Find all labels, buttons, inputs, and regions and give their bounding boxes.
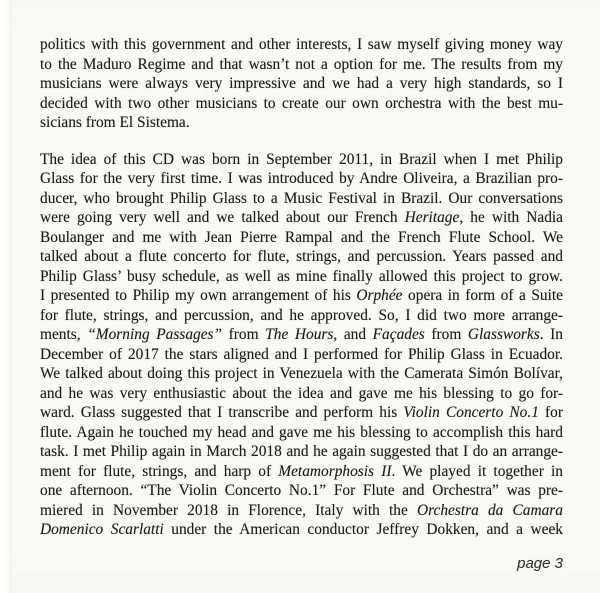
text-line bbox=[40, 228, 563, 248]
text-segment: were going very well and we talked about our French bbox=[40, 209, 405, 226]
text-segment: from bbox=[222, 326, 266, 343]
italic-text-segment: Façades bbox=[372, 326, 425, 343]
text-line bbox=[40, 169, 563, 189]
text-segment: for bbox=[538, 404, 563, 421]
text-segment: politics with this government and other interests, I saw myself giving money way bbox=[40, 36, 563, 53]
text-segment: under the American conductor Jeffrey Dokken, and a week bbox=[163, 521, 563, 538]
paragraph-el-sistema bbox=[40, 35, 563, 133]
text-segment: for flute, strings, and percussion, and he approved. So, I did two more arrange- bbox=[40, 306, 563, 324]
text-line bbox=[40, 345, 563, 365]
text-segment: sicians from El Sistema. bbox=[40, 114, 190, 131]
text-segment: . We played it together in bbox=[391, 462, 563, 480]
text-line bbox=[40, 306, 563, 326]
text-segment: from bbox=[424, 326, 468, 343]
italic-text-segment: Glassworks bbox=[467, 326, 540, 343]
text-segment: flute. Again he touched my head and gave me his blessing to accomplish this hard bbox=[40, 423, 563, 441]
text-segment: decided with two other musicians to create our own orchestra with the best mu- bbox=[40, 94, 563, 112]
text-line bbox=[40, 462, 563, 482]
text-segment: ments, bbox=[40, 326, 88, 343]
page-left-edge bbox=[0, 0, 11, 593]
text-line bbox=[40, 325, 563, 345]
text-segment: ward. Glass suggested that I transcribe and perform his bbox=[40, 404, 404, 421]
italic-text-segment: Metamorphosis II bbox=[278, 462, 392, 480]
text-segment: one afternoon. “The Violin Concerto No.1” For Flute and Orchestra” was pre- bbox=[40, 482, 563, 499]
text-segment: and he was very enthusiastic about the idea and gave me his blessing to go for- bbox=[40, 384, 563, 402]
text-line bbox=[40, 150, 563, 170]
text-segment: , and bbox=[333, 326, 373, 343]
italic-text-segment: Domenico Scarlatti bbox=[40, 521, 164, 538]
text-segment: . In bbox=[539, 326, 563, 343]
page-edge-line bbox=[10, 0, 11, 593]
text-line bbox=[40, 423, 563, 443]
text-segment: opera in form of a Suite bbox=[402, 287, 563, 304]
text-line bbox=[40, 384, 563, 404]
italic-text-segment: The Hours bbox=[265, 326, 334, 343]
text-segment: musicians were always very impressive and we had a very high standards, so I bbox=[40, 75, 563, 92]
text-segment: I presented to Philip my own arrangement of his bbox=[40, 287, 357, 304]
text-line bbox=[40, 35, 563, 55]
text-segment: The idea of this CD was born in September 2011, in Brazil when I met Philip bbox=[40, 150, 563, 168]
italic-text-segment: Orphée bbox=[356, 287, 403, 304]
italic-text-segment: Violin Concerto No.1 bbox=[403, 404, 539, 421]
text-line bbox=[40, 208, 563, 228]
italic-text-segment: Heritage bbox=[404, 209, 460, 226]
text-segment: miered in November 2018 in Florence, Italy with the bbox=[40, 501, 417, 519]
text-line bbox=[40, 442, 563, 462]
text-segment: talked about a flute concerto for flute, strings, and percussion. Years passed and bbox=[40, 248, 563, 265]
text-line bbox=[40, 520, 563, 540]
text-segment: Glass for the very first time. I was introduced by Andre Oliveira, a Brazilian pro- bbox=[40, 170, 563, 187]
text-line bbox=[40, 189, 563, 209]
text-line bbox=[40, 403, 563, 423]
text-line bbox=[40, 113, 563, 133]
text-segment: , he with Nadia bbox=[459, 209, 563, 226]
text-line bbox=[40, 364, 563, 384]
text-segment: We talked about doing this project in Venezuela with the Camerata Simón Bolívar, bbox=[40, 365, 563, 382]
text-segment: Philip Glass’ busy schedule, as well as mine finally allowed this project to grow. bbox=[40, 267, 563, 285]
text-line bbox=[40, 286, 563, 306]
text-segment: ment for flute, strings, and harp of bbox=[40, 462, 279, 480]
text-line bbox=[40, 481, 563, 501]
text-line bbox=[40, 74, 563, 94]
paragraph-cd-story bbox=[40, 150, 563, 540]
text-line bbox=[40, 94, 563, 114]
text-segment: to the Maduro Regime and that wasn’t not a option for me. The results from my bbox=[40, 55, 563, 73]
text-line bbox=[40, 55, 563, 75]
page-number: page 3 bbox=[517, 555, 563, 572]
italic-text-segment: Orchestra da Camara bbox=[416, 501, 563, 519]
text-segment: Boulanger and me with Jean Pierre Rampal and the French Flute School. We bbox=[40, 228, 563, 246]
text-segment: December of 2017 the stars aligned and I performed for Philip Glass in Ecuador. bbox=[40, 345, 563, 363]
text-line bbox=[40, 501, 563, 521]
body-text bbox=[40, 35, 563, 540]
text-line bbox=[40, 247, 563, 267]
text-segment: ducer, who brought Philip Glass to a Music Festival in Brazil. Our conversations bbox=[40, 189, 563, 207]
text-line bbox=[40, 267, 563, 287]
text-segment: task. I met Philip again in March 2018 and he again suggested that I do an arrange- bbox=[40, 443, 563, 460]
italic-text-segment: “Morning Passages” bbox=[87, 326, 223, 343]
